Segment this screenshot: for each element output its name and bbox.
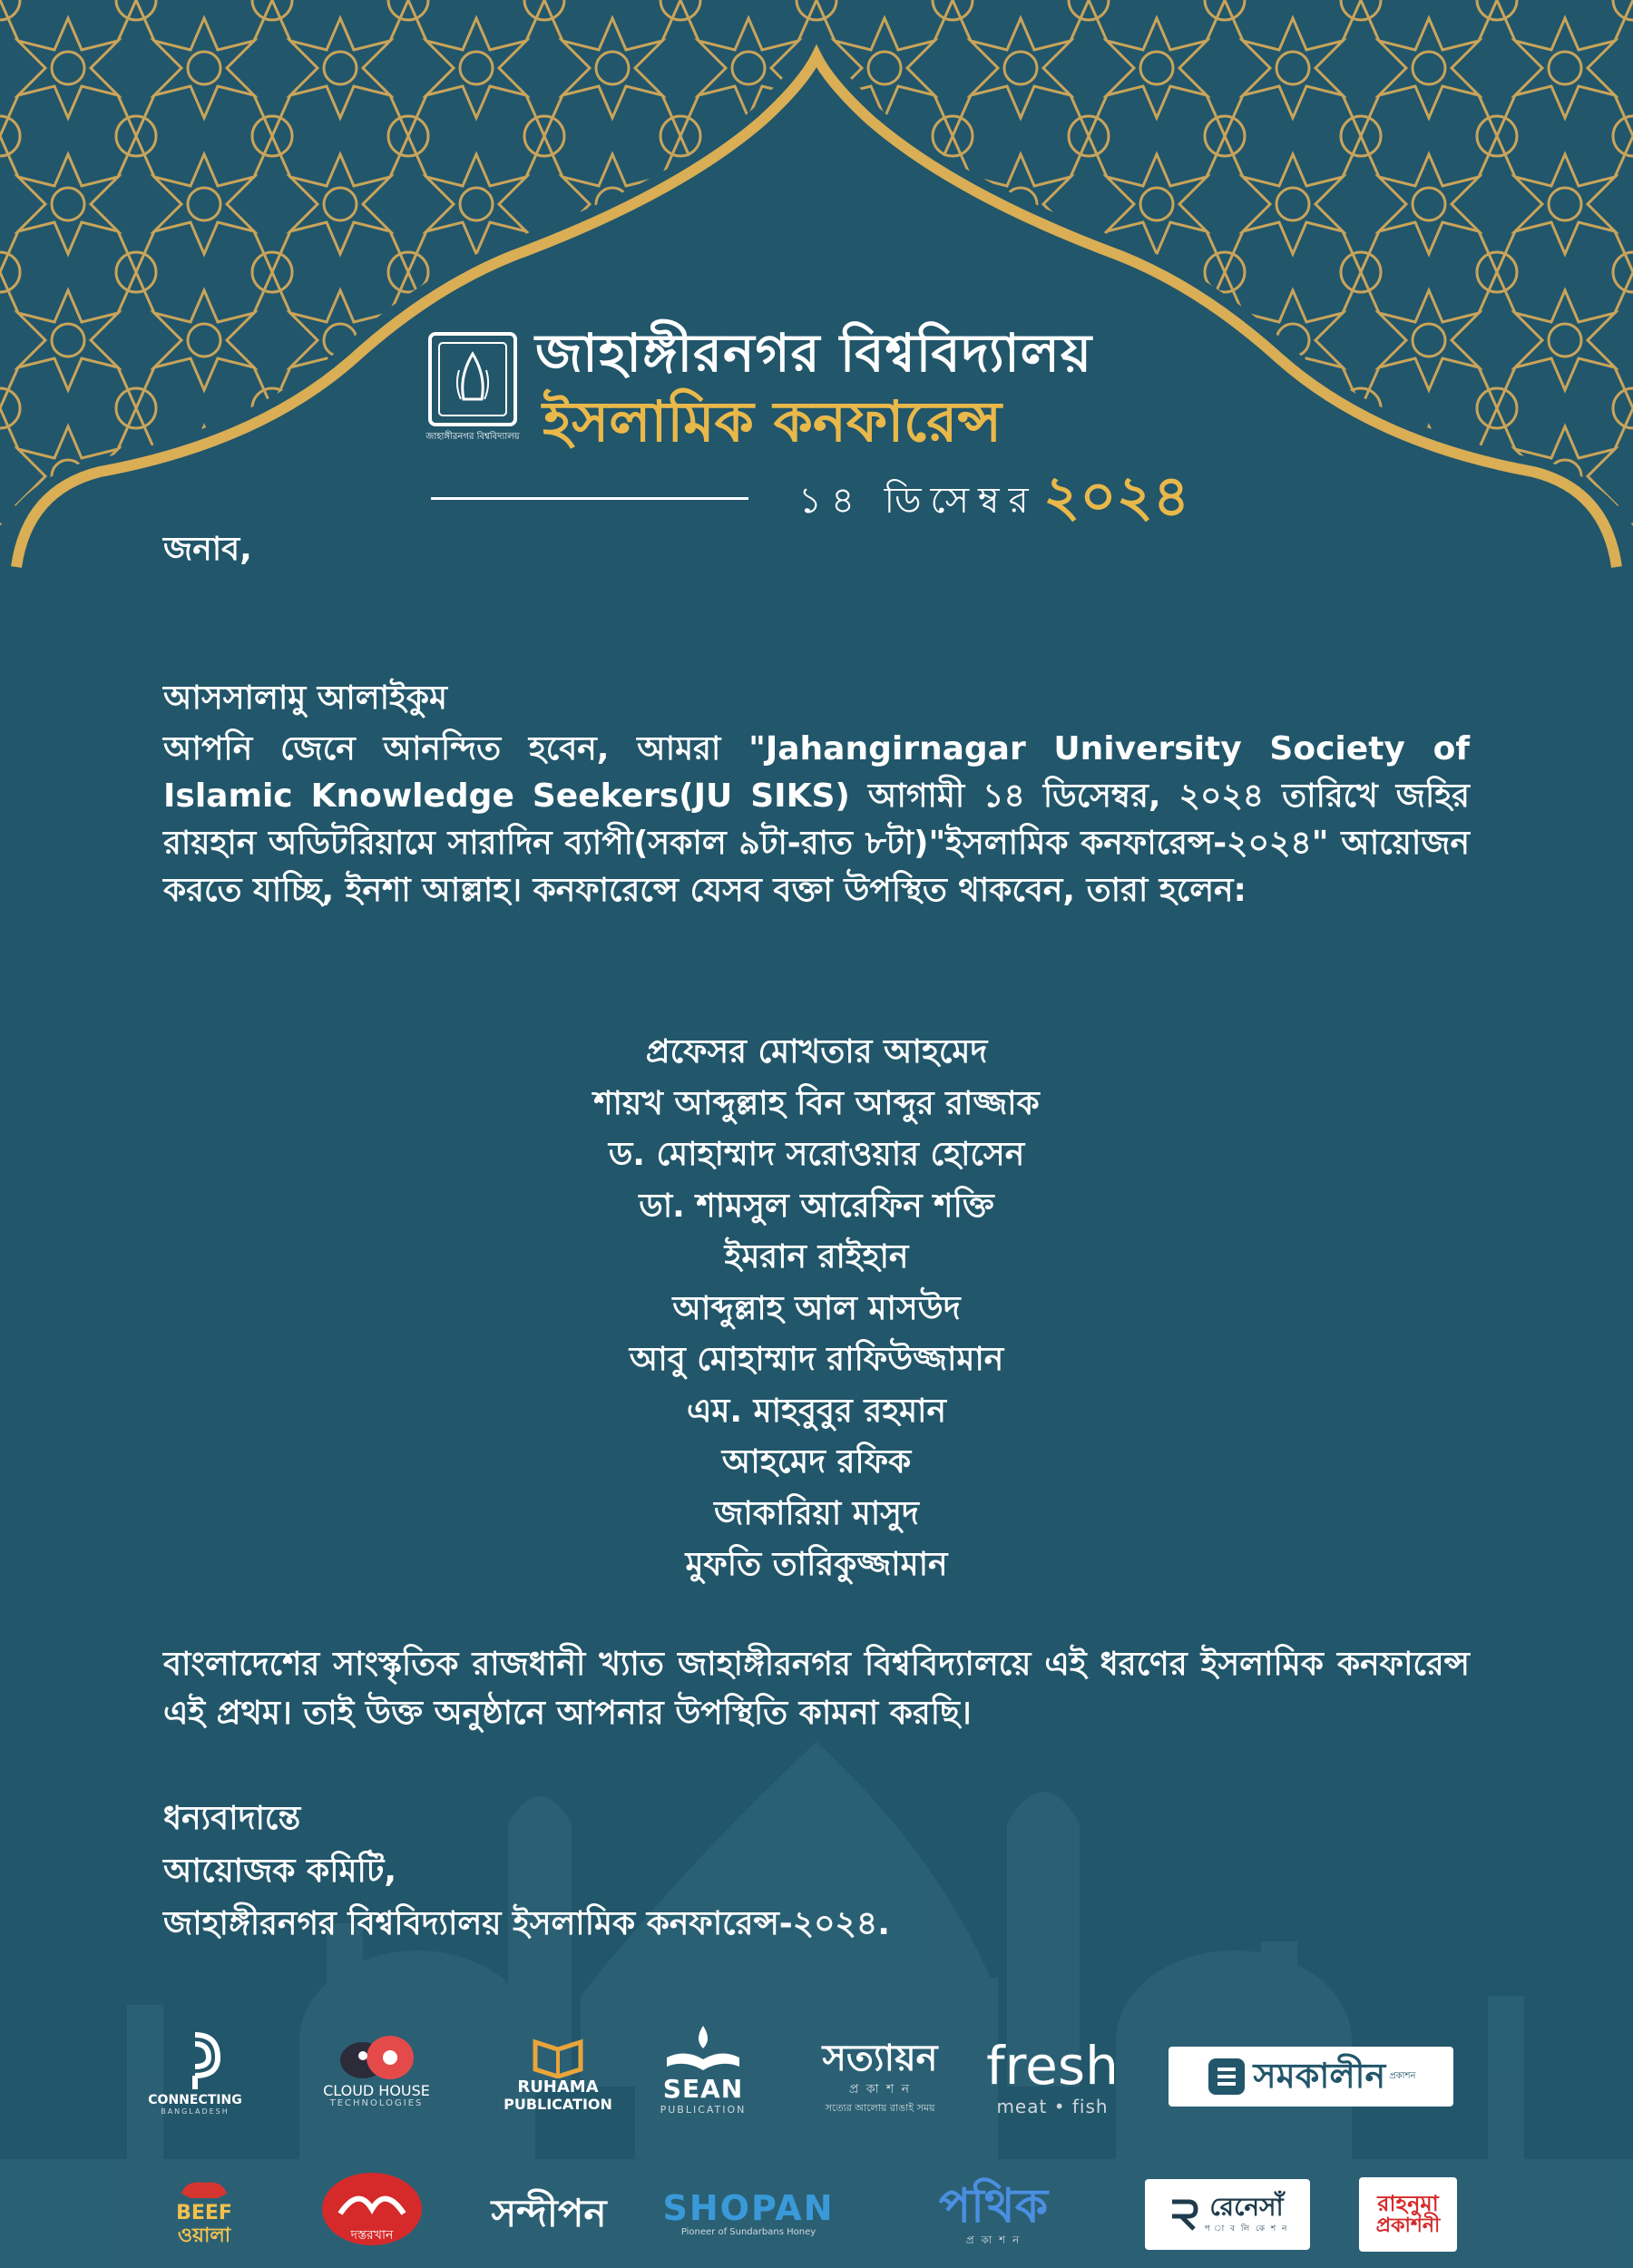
date-day-month: ১৪ ডিসেম্বর [798,480,1038,522]
sponsor-ruhama: RUHAMA PUBLICATION [494,2019,621,2127]
sponsor-sandipan: সন্দীপন [491,2190,607,2235]
signoff-organization: জাহাঙ্গীরনগর বিশ্ববিদ্যালয় ইসলামিক কনফারেন্স-২০২৪. [163,1905,890,1942]
sponsor-cloud-house: CLOUD HOUSE TECHNOLOGIES [308,2009,445,2127]
closing-paragraph: বাংলাদেশের সাংস্কৃতিক রাজধানী খ্যাত জাহাঙ্গীরনগর বিশ্ববিদ্যালয়ে এই ধরণের ইসলামিক কনফারেন্স এই প্রথম। তাই উক্ত অনুষ্ঠানে আপনার উপস্থিতি কামনা করছি। [163,1646,1470,1732]
speaker-item: ড. মোহাম্মাদ সরোওয়ার হোসেন [608,1136,1025,1173]
dastarkhan-logo-icon [318,2168,426,2250]
date-year: ২০২৪ [1043,463,1190,529]
greeting: আসসালামু আলাইকুম [163,679,447,717]
cow-icon [177,2175,231,2203]
dastarkhan-label: দস্তরখান [350,2228,394,2243]
sponsor-dastarkhan [304,2159,440,2259]
intro-paragraph: আপনি জেনে আনন্দিত হবেন, আমরা "Jahangirnagar University Society of Islamic Knowledge Seekers(JU SIKS) আগামী ১৪ ডিসেম্বর, ২০২৪ তারিখে জহির রায়হান অডিটরিয়ামে সারাদিন ব্যাপী(সকাল ৯টা-রাত ৮টা)"ইসলামিক কনফারেন্স-২০২৪" আয়োজন করতে যাচ্ছি, ইনশা আল্লাহ। কনফারেন্সে যেসব বক্তা উপস্থিত থাকবেন, তারা হলেন: [163,730,1470,909]
speaker-list [0,1027,1633,1591]
speaker-item: ইমরান রাইহান [724,1238,909,1276]
sponsor-sean: SEAN PUBLICATION [640,2009,767,2127]
speaker-item: প্রফেসর মোখতার আহমেদ [645,1033,988,1070]
sponsor-shopan: SHOPAN Pioneer of Sundarbans Honey [662,2187,835,2238]
speaker-item: আব্দুল্লাহ আল মাসউদ [672,1289,961,1327]
signoff-thanks: ধন্যবাদান্তে [163,1800,301,1837]
sponsor-fresh: fresh meat • fish [986,2035,1119,2117]
sponsor-renaissance: রেনেসাঁ প া ব লি কে শ ন [1145,2179,1310,2250]
sponsor-beef-wala: BEEF ওয়ালা [145,2164,263,2259]
salutation: জনাব, [163,531,252,568]
speaker-item: ডা. শামসুল আরেফিন শক্তি [639,1187,994,1225]
cloud-icon [336,2028,417,2083]
speaker-item: মুফতি তারিকুজ্জামান [685,1546,948,1583]
speaker-item: আহমেদ রফিক [721,1443,912,1481]
open-book-icon [662,2021,744,2076]
header-title-conference: ইসলামিক কনফারেন্স [543,388,1002,455]
signoff-committee: আয়োজক কমিটি, [163,1853,397,1890]
sponsor-pathik: পথিক প্র কা শ ন [938,2178,1049,2247]
book-icon [526,2033,590,2078]
header-title-university: জাহাঙ্গীরনগর বিশ্ববিদ্যালয় [535,322,1093,384]
speaker-item: আবু মোহাম্মাদ রাফিউজ্জামান [629,1341,1004,1378]
sponsor-samakalin: সমকালীন প্রকাশন [1169,2047,1453,2107]
samakalin-logo-icon [1207,2057,1247,2097]
speaker-item: শায়খ আব্দুল্লাহ বিন আব্দুর রাজ্জাক [593,1084,1040,1122]
speaker-item: জাকারিয়া মাসুদ [714,1494,919,1532]
sponsor-satyayan: সত্যায়ন প্র কা শ ন সত্যের আলোয় রাঙাই সময় [822,2037,938,2114]
sponsor-connecting: CONNECTING BANGLADESH [136,2014,254,2132]
sponsor-rahnuma: রাহনুমা প্রকাশনী [1359,2177,1457,2252]
connecting-logo-icon [168,2030,222,2094]
date-divider [431,497,748,500]
signoff [163,1793,890,1950]
seal-caption: জাহাঙ্গীরনগর বিশ্ববিদ্যালয় [425,432,520,442]
university-seal-icon [423,327,523,445]
renaissance-logo-icon [1167,2196,1199,2233]
speaker-item: এম. মাহবুবুর রহমান [687,1392,946,1430]
